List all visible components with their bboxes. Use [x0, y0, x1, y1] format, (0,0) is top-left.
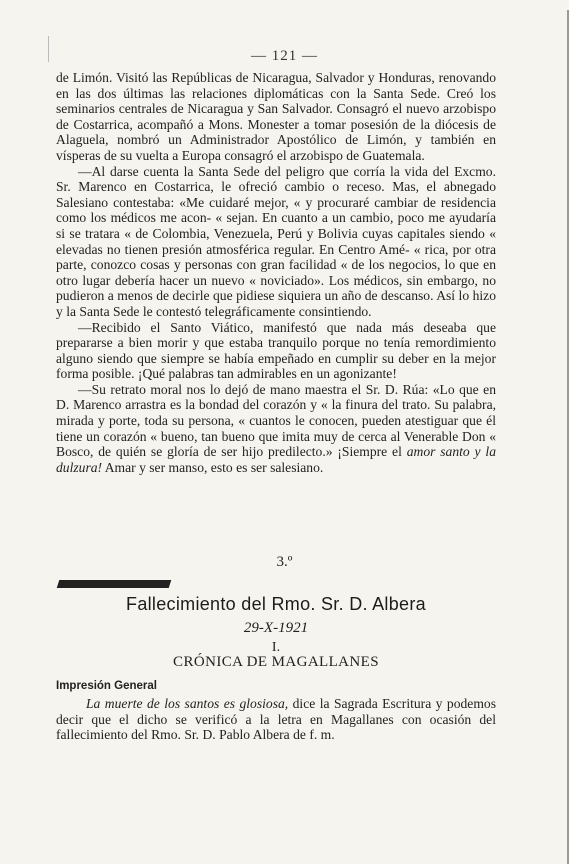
section-heading: Fallecimiento del Rmo. Sr. D. Albera: [126, 594, 426, 614]
roman-numeral: I.: [271, 640, 281, 655]
paragraph: de Limón. Visitó las Repúblicas de Nicaragua, Salvador y Honduras, renovando en las dos últimas las relaciones diplomáticas con la Santa Sede. Creó los seminarios centrales de Nicaragua y San Salvador. Consagró el nuevo arzobispo de Costarrica, acompañó a Mons. Monester a tomar posesión de la diócesis de Alaguela, nombró un Administrador Apostólico de Limón, y también en vísperas de su vuelta a Europa consagró el arzobispo de Guatemala.: [56, 70, 496, 163]
paragraph-text: —Su retrato moral nos lo dejó de mano maestra el Sr. D. Rúa: «Lo que en D. Marenco arrastra es la bondad del corazón y « la finura del trato. Su palabra, mirada y porte, toda su persona, « cuantos le conocen, pueden atestiguar que él tiene un corazón « bueno, tan bueno que imita muy de cerca al Venerable Don « Bosco, de quién se gloría de ser hijo predilecto.» ¡Siempre el: [56, 381, 496, 460]
page-number: — 121 —: [251, 48, 318, 64]
paragraph: —Al darse cuenta la Santa Sede del peligro que corría la vida del Excmo. Sr. Marenco en Costarrica, le ofreció cambio o receso. Mas, el abnegado Salesiano contestaba: «Me cuidaré mejor, « y procuraré cambiar de residencia como los médicos me acon- « sejan. En cuanto a un cambio, poco me ayudaría si se tratara « de Colombia, Venezuela, Perú y Bolivia cuyas capitales siendo « elevadas no tienen presión atmosférica regular. En Centro Amé- « rica, por otra parte, conozco cosas y personas con gran facilidad « de los negocios, lo que en otro lugar debería hacer un nuevo « noviciado». Los médicos, sin embargo, no pudieron a menos de decirle que pidiese siquiera un año de descanso. Así lo hizo y la Santa Sede le contestó telegráficamente consintiendo.: [56, 163, 496, 319]
chronicle-title: CRÓNICA DE MAGALLANES: [173, 654, 379, 670]
closing-text: [56, 696, 496, 743]
body-text: [56, 70, 496, 475]
paragraph: [56, 382, 496, 476]
decorative-rule: [57, 580, 172, 588]
paragraph-text: dice la Sagrada Escritura y podemos decir que el dicho se verificó a la letra en Magallanes con ocasión del fallecimiento del Rmo. Sr. D. Pablo Albera de f. m.: [56, 696, 496, 743]
paragraph: —Recibido el Santo Viático, manifestó que nada más deseaba que prepararse a bien morir y que estaba tranquilo porque no tenía remordimiento alguno siendo que siempre se había empeñado en cumplir su deber en la mejor forma posible. ¡Qué palabras tan admirables en un agonizante!: [56, 319, 496, 382]
subheading: Impresión General: [56, 680, 157, 692]
section-number: 3.º: [276, 554, 293, 570]
date-line: 29-X-1921: [243, 620, 309, 636]
italic-phrase: amor santo y la dulzura!: [56, 444, 496, 475]
paragraph: [56, 696, 496, 743]
italic-quote: La muerte de los santos es glosiosa,: [86, 696, 289, 711]
paragraph-text-end: Amar y ser manso, esto es ser salesiano.: [102, 459, 324, 475]
